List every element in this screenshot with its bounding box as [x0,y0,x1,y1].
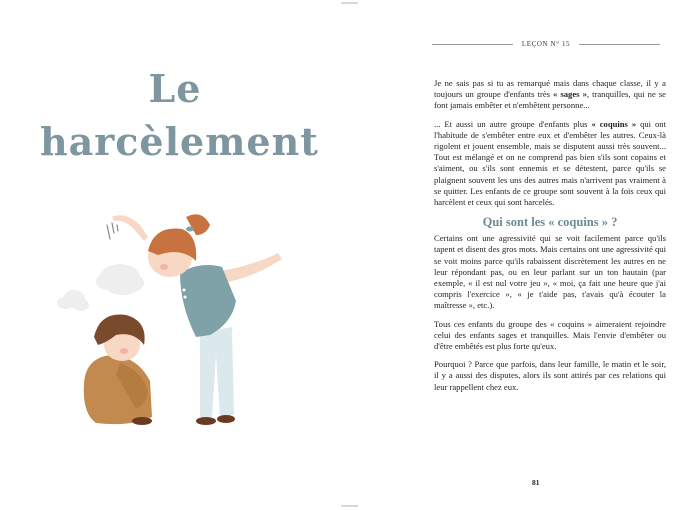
paragraph-coquins [434,119,666,209]
chapter-title [40,62,319,168]
text-segment: ... Et aussi un autre groupe d'enfants plus [434,118,592,129]
chapter-title-line-2: harcèlement [40,119,319,164]
text-segment: Je ne sais pas si tu as remarqué mais dans chaque classe, il y a toujours un groupe d'enfants très [434,78,666,100]
bullying-illustration [50,195,290,435]
motion-lines-icon [107,223,118,239]
page-number: 81 [532,478,540,487]
running-head-rule-right [579,44,660,45]
paragraph-agressivite: Certains ont une agressivité qui se voit facilement parce qu'ils tapent et disent des gros mots. Mais certains ont une agressivité qui se voit moins parce qu'ils rabaissent discrètement les autres en ne leur répondant pas, ou en leur parlant sur un ton hautain (par exemple, « il est nul votre jeu », « moi, ça fait une heure que j'ai compris l'exercice », « je t'aide pas, t'avais qu'à écouter la maîtresse », etc.). [434,233,666,311]
text-segment: , tranquilles, qui ne se font jamais embêter et n'embêtent personne... [434,89,666,111]
cloud-small-icon [57,290,89,311]
running-head-rule-left [432,44,513,45]
crying-boy-figure [84,314,152,425]
emphasis-sages: « sages » [553,89,587,100]
cloud-large-icon [96,264,144,295]
text-segment: qui ont l'habitude de s'embêter entre eux et d'embêter les autres. Ceux-là rigolent et jouent ensemble, mais se disputent aussi très souvent... Tout est mélangé et on ne comprend pas bien s'ils sont copains et s'aiment, ou s'ils sont ennemis et se détestent, parce qu'ils se plaignent souvent les uns des autres mais n'arrivent pas vraiment à se quitter. Les enfants de ce groupe sont souvent à la fois ceux qui harcèlent et ceux qui sont harcelés. [434,118,666,208]
right-page [350,0,700,510]
running-head [432,37,660,51]
section-subheading: Qui sont les « coquins » ? [482,215,618,230]
paragraph-rejoindre: Tous ces enfants du groupe des « coquins » aimeraient rejoindre celui des enfants sages et tranquilles. Mais l'envie d'embêter ou d'être embêtés est plus forte qu'eux. [434,318,666,352]
emphasis-coquins: « coquins » [591,118,637,129]
lesson-number: LEÇON N° 15 [521,40,571,48]
body-text [434,78,666,400]
paragraph-intro [434,78,666,112]
paragraph-pourquoi: Pourquoi ? Parce que parfois, dans leur famille, le matin et le soir, il y a aussi des disputes, alors ils sont attirés par ces relations qui leur rappellent chez eux. [434,359,666,392]
chapter-title-line-1: Le [148,66,202,111]
